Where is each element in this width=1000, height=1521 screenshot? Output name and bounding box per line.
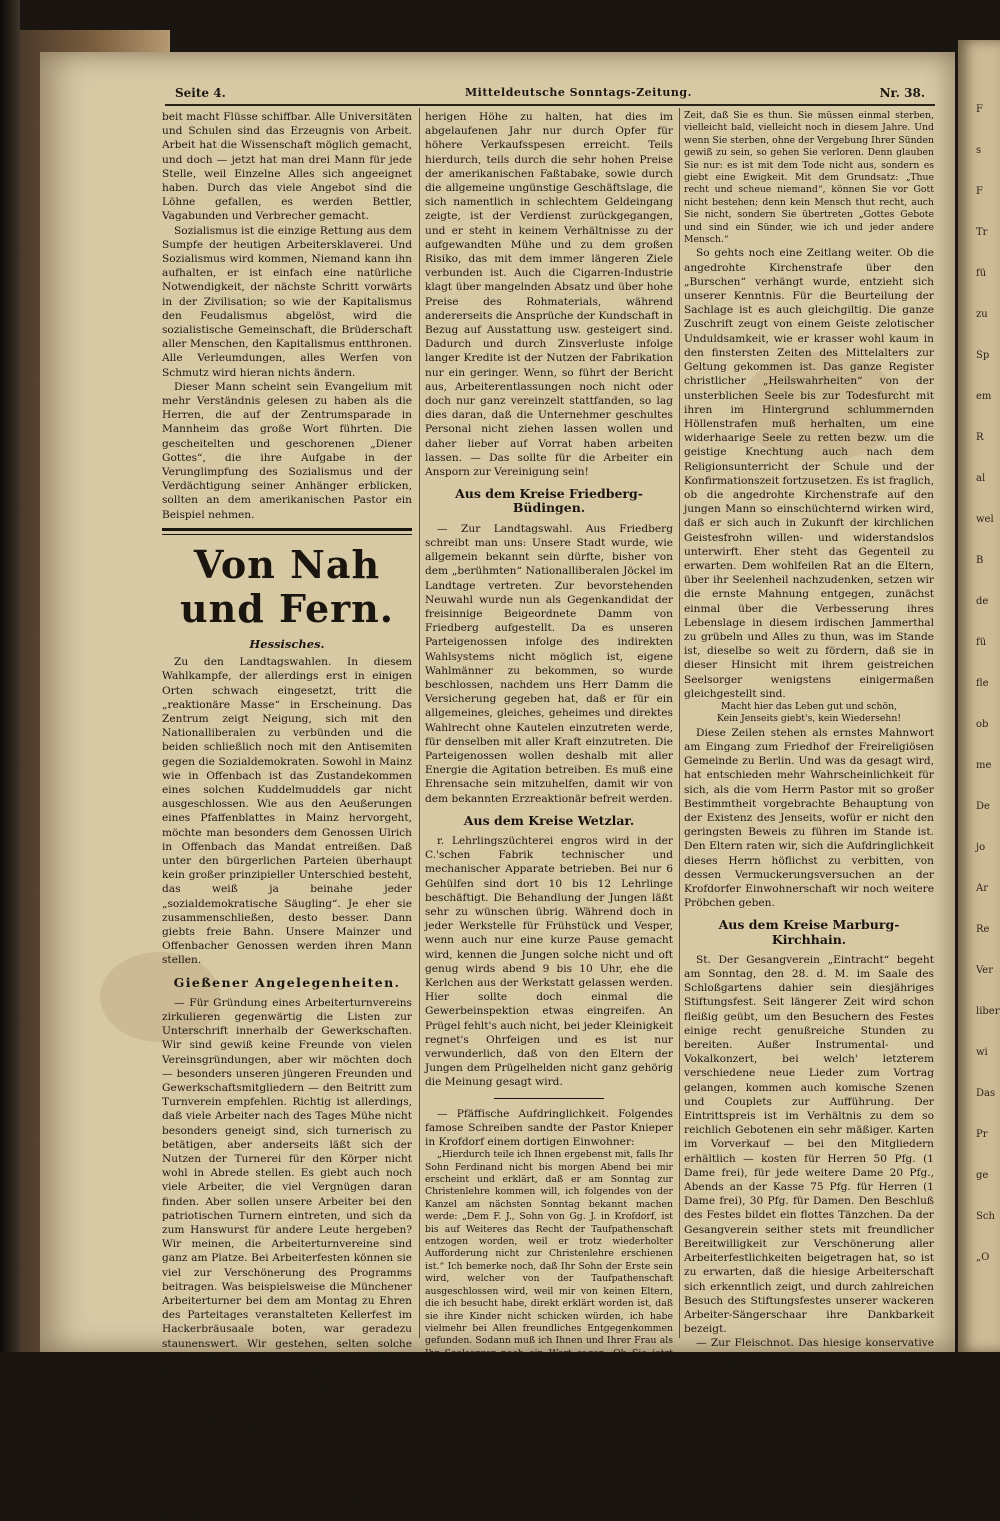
next-page-fragment: „O (976, 1252, 990, 1263)
next-page-fragment: liber (976, 1006, 1000, 1017)
next-page-fragment: Sp (976, 350, 990, 361)
column-3 (684, 110, 934, 1506)
section-rule (162, 528, 412, 531)
next-page-fragment: me (976, 760, 992, 771)
verse-line: Macht hier das Leben gut und schön, (720, 700, 898, 712)
article-paragraph: — Zur Landtagswahl. Aus Friedberg schreibt man uns: Unsere Stadt wurde, wie allgemein bekannt sein dürfte, bisher von dem „berühmten“ Nationalliberalen Jöckel im Landtage vertreten. Zur bevorstehenden Neuwahl wurde nun als Gegenkandidat der freisinnige Beigeordnete Damm von Friedberg aufgestellt. Da es unseren Parteigenossen infolge des indirekten Wahlsystems nicht möglich ist, eigene Wahlmänner zu bekommen, so wurde beschlossen, nachdem uns Herr Damm die Versicherung gegeben hat, daß er für ein allgemeines, gleiches, geheimes und direktes Wahlrecht ohne Kautelen einzutreten werde, für denselben mit aller Kraft einzutreten. Die Parteigenossen wollen deshalb mit aller Energie die Agitation betreiben. Es muß eine Ehrensache sein mitzuhelfen, damit wir von dem bekannten Erzreaktionär befreit werden. (425, 522, 673, 805)
next-page-fragment: em (976, 391, 992, 402)
article-separator (494, 1098, 604, 1099)
article-paragraph: Geschäftsflauheit in der Gießener Zigarren-Industrie. Der Bericht der Gießener Handelskammer sagt über die Zigarren-Industrie in Oberhessen: (162, 1422, 412, 1478)
article-paragraph: r. Lehrlingszüchterei engros wird in der C.'schen Fabrik technischer und mechanischer Apparate betrieben. Bei nur 6 Gehülfen sind dort 10 bis 12 Lehrlinge beschäftigt. Die Behandlung der Jungen läßt sehr zu wünschen übrig. Während doch in jeder Werkstelle für Frühstück und Vesper, wenn auch nur eine kurze Pause gemacht wird, kennen die Jungen solche nicht und oft genug wirds abend 9 bis 10 Uhr, ehe die Kerlchen aus der Werkstatt gelassen werden. Hier sollte doch einmal die Gewerbeinspektion etwas eingreifen. An Prügel fehlt's auch nicht, bei jeder Kleinigkeit regnet's Ohrfeigen und es ist nur verwunderlich, daß von den Eltern der Jungen dem Prügelhelden nicht ganz gehörig die Meinung gesagt wird. (425, 834, 673, 1089)
article-paragraph: So gehts noch eine Zeitlang weiter. Ob die angedrohte Kirchenstrafe über den „Burschen“ verhängt wurde, entzieht sich unserer Kenntnis. Für die Beurteilung der Sachlage ist es auch gleichgiltig. Die ganze Zuschrift zeugt von einem Geiste zelotischer Unduldsamkeit, wie er krasser wohl kaum in den finstersten Zeiten des Mittelalters zur Geltung gekommen ist. Das ganze Register christlicher „Heilswahrheiten“ von der unsterblichen Seele bis zur Todesfurcht mit ihren im Hintergrund schlummernden Höllenstrafen muß herhalten, um eine widerhaarige Seele zu retten bezw. um die geistige Knechtung auch nach dem Religionsunterricht der Schule und der Konfirmationszeit fortzusetzen. Es ist fraglich, ob die angedrohte Kirchenstrafe auf den jungen Mann so einschüchternd wirken wird, daß er sich auch in Zukunft der kirchlichen Geistesfrohn willen- und widerstandslos unterwirft. Eher steht das Gegenteil zu erwarten. Dem wohlfeilen Rat an die Eltern, über ihr Seelenheil nachzudenken, setzen wir die ernste Mahnung entgegen, zunächst einmal über die Verbesserung ihres Lebenslage in diesem irdischen Jammerthal zu grübeln und Alles zu thun, was im Stande ist, dieselbe so weit zu fördern, daß sie in dieser Hinsicht mit ihrem geistreichen Seelsorger wenigstens einigermaßen gleichgestellt sind. (684, 247, 934, 700)
region-heading: Hessisches. (249, 636, 325, 651)
next-page-fragment: F (976, 186, 983, 197)
next-page-fragment: F (976, 104, 983, 115)
next-page-fragment: Re (976, 924, 990, 935)
newspaper-title: Mitteldeutsche Sonntags-Zeitung. (465, 86, 692, 99)
next-page-fragment: Tr (976, 227, 988, 238)
column-divider (679, 108, 680, 1338)
article-paragraph: — Für Gründung eines Arbeiterturnvereins zirkulieren gegenwärtig die Listen zur Unterschrift innerhalb der Gewerkschaften. Wir sind gewiß keine Freunde von vielen Vereinsgründungen, aber wir möchten doch — besonders unseren jüngeren Freunden und Gewerkschaftsmitgliedern — den Beitritt zum Turnverein empfehlen. Richtig ist allerdings, daß viele Arbeiter nach des Tages Mühe nicht besonders geneigt sind, sich turnerisch zu betätigen, aber anderseits läßt sich der Nutzen der Turnerei für den Körper nicht wohl in Abrede stellen. Es giebt auch noch viele Arbeiter, die viel Vergnügen daran finden. Aber sollen unsere Arbeiter bei den patriotischen Turnern eintreten, und sich da zum Hanswurst für andere Leute hergeben? Wir meinen, die Arbeiterturnvereine sind ganz am Platze. Bei Arbeiterfesten können sie viel zur Verschönerung des Programms beitragen. Was beispielsweise die Münchener Arbeiterturner bei dem am Montag zu Ehren des Parteitages veranstalteten Kellerfest im Hackerbräusaale boten, war geradezu staunenswert. Wir gestehen, selten solche turnerischen Leistungen gesehen zu haben und die Tausende von Besuchern waren des Lobes voll. — Wer also Lust zum Turnen hat, zeichne sich auf die Liste für einen Arbeiterturnverein in Gießen ein! (162, 996, 412, 1421)
article-paragraph: Diese Zeilen stehen als ernstes Mahnwort am Eingang zum Friedhof der Freireligiösen Gemeinde zu Berlin. Und was da gesagt wird, hat entschieden mehr Wahrscheinlichkeit für sich, als die vom Herrn Pastor mit so großer Bestimmtheit vorgebrachte Behauptung von der Existenz des Jenseits, wofür er nicht den geringsten Beweis zu führen im Stande ist. Den Eltern raten wir, sich die Aufdringlichkeit dieses Herrn höflichst zu verbitten, von dessen Vermuckerungsversuchen an der Krofdorfer Einwohnerschaft wir noch weitere Pröbchen geben. (684, 726, 934, 910)
next-page-fragment: fle (976, 678, 989, 689)
next-page-fragment: zu (976, 309, 988, 320)
next-page-fragment: fü (976, 637, 987, 648)
article-paragraph: beit macht Flüsse schiffbar. Alle Universitäten und Schulen sind das Erzeugnis von Arbeit. Arbeit hat die Wissenschaft möglich gemacht, und doch — jetzt hat man drei Mann für jede Stelle, weil Einzelne Alles sich angeeignet haben. Durch das viele Angebot sind die Löhne gefallen, es werden Bettler, Vagabunden und Verbrecher gemacht. (162, 111, 412, 223)
next-page-fragment: R (976, 432, 984, 443)
column-2 (425, 110, 673, 1458)
page-header (175, 86, 925, 102)
page-number: Seite 4. (175, 86, 226, 100)
next-page-fragment: fü (976, 268, 987, 279)
book-binding (0, 0, 20, 1352)
article-paragraph: Zu den Landtagswahlen. In diesem Wahlkampfe, der allerdings erst in einigen Orten schwach eingesetzt, tritt die „reaktionäre Masse“ in Erscheinung. Das Zentrum zeigt Neigung, sich mit den Nationalliberalen zu verbünden und die beiden schließlich noch mit den Antisemiten gegen die Sozialdemokraten. Sowohl in Mainz wie in Offenbach ist das Zustandekommen eines solchen Kuddelmuddels gar nicht ausgeschlossen. Wie aus den Aeußerungen eines Pfaffenblattes in Mainz hervorgeht, möchte man besonders dem Genossen Ulrich in Offenbach das Mandat entreißen. Daß unter den bürgerlichen Parteien überhaupt kein großer prinzipieller Unterschied besteht, das weiß ja beinahe jeder „sozialdemokratische Säugling“. Je eher sie zusammenschließen, desto besser. Dann giebts freie Bahn. Unsere Mainzer und Offenbacher Genossen werden ihren Mann stellen. (162, 656, 412, 967)
verse-line: Kein Jenseits giebt's, kein Wiedersehn! (716, 713, 902, 725)
section-title: Von Nah und Fern. (179, 541, 394, 631)
next-page-fragment: Pr (976, 1129, 988, 1140)
next-page-fragment: de (976, 596, 989, 607)
next-page-fragment: De (976, 801, 990, 812)
article-paragraph: St. Der Gesangverein „Eintracht“ begeht am Sonntag, den 28. d. M. im Saale des Schloßgartens dahier sein diesjähriges Stiftungsfest. Seit längerer Zeit wird schon fleißig geübt, um den Besuchern des Festes einige recht genußreiche Stunden zu bereiten. Außer Instrumental- und Vokalkonzert, bei welch' letzterem verschiedene neue Lieder zum Vortrag gelangen, kommen auch komische Szenen und Couplets zur Aufführung. Der Eintrittspreis ist im Verhältnis zu dem so reichlich Gebotenen ein sehr mäßiger. Karten im Vorverkauf — bei den Mitgliedern erhältlich — kosten für Herren 50 Pfg. (1 Dame frei), für jede weitere Dame 20 Pfg., Abends an der Kasse 75 Pfg. für Herren (1 Dame frei), 30 Pfg. für Damen. Den Beschluß des Festes bildet ein flottes Tänzchen. Da der Gesangverein seither stets mit freundlicher Bereitwilligkeit zur Verschönerung aller Arbeiterfestlichkeiten beigetragen hat, so ist zu erwarten, daß die hiesige Arbeiterschaft sich erkenntlich zeigt, und durch zahlreichen Besuch des Stiftungsfestes unserer wackeren Arbeiter-Sängerschaar ihre Dankbarkeit bezeigt. (684, 953, 934, 1336)
column-divider (419, 108, 420, 1338)
next-page-fragment: al (976, 473, 986, 484)
region-heading: Aus dem Kreise Marburg-Kirchhain. (718, 917, 900, 947)
next-page-fragment: Ar (976, 883, 989, 894)
region-heading: Aus dem Kreise Friedberg-Büdingen. (455, 486, 643, 516)
next-page-fragment: Ver (976, 965, 994, 976)
next-page-fragment: ob (976, 719, 989, 730)
subsection-heading: Gießener Angelegenheiten. (173, 974, 401, 990)
article-paragraph: Dieser Mann scheint sein Evangelium mit mehr Verständnis gelesen zu haben als die Herren, die auf der Zentrumsparade in Mannheim das große Wort führten. Die gescheitelten und geschorenen „Diener Gottes“, die ihre Aufgabe in der Verunglimpfung des Sozialismus und der Verdächtigung seiner Anhänger erblicken, sollten an dem amerikanischen Pastor ein Beispiel nehmen. (162, 380, 412, 521)
article-paragraph: „Die Rauchtabakfabrikation, die schon seit Jahren einen recht schweren Kampf kämpfe, um nur einigermaßen den Umsatz auf der bis- (162, 1479, 412, 1521)
column-1 (162, 110, 412, 1521)
quoted-letter: „Hierdurch teile ich Ihnen ergebenst mit, falls Ihr Sohn Ferdinand nicht bis morgen Abend bei mir erscheint und erklärt, daß er am Sonntag zur Christenlehre kommen will, ich folgendes von der Kanzel am nächsten Sonntag bekannt machen werde: „Dem F. J., Sohn von Gg. J. in Krofdorf, ist bis auf Weiteres das Recht der Taufpathenschaft entzogen worden, weil er trotz wiederholter Aufforderung nicht zur Christenlehre erschienen ist.“ Ich bemerke noch, daß Ihr Sohn der Erste sein wird, welcher von der Taufpathenschaft ausgeschlossen wird, weil mir von keinen Eltern, die ich besucht habe, direkt erklärt worden ist, daß sie ihre Kinder nicht schicken würden, ich habe vielmehr bei Allen freundliches Entgegenkommen gefunden. Sodann muß ich Ihnen und Ihrer Frau als Ihr Seelsorger noch ein Wort sagen. Ob Sie jetzt dasselbe annehmen werden, bezweifle ich freilich, aber ich hoffe, daß Sie sich desselben doch noch einmal erinnern werden, wenn auch erst in der Stunde des Todes. Aus Ihrem Verhalten habe ich die Ueberzeugung gewonnen, daß Sie beide sich bis jetzt sehr wenig um Ihre unsterbliche Seele und die Ewigkeit gekümmert haben. Es wird deshalb die höchste (425, 1149, 673, 1458)
next-page-fragment: wi (976, 1047, 988, 1058)
next-page-fragment: Sch (976, 1211, 995, 1222)
article-paragraph: Sozialismus ist die einzige Rettung aus dem Sumpfe der heutigen Arbeitersklaverei. Und Sozialismus wird kommen, Niemand kann ihn aufhalten, er ist einfach eine natürliche Notwendigkeit, der nächste Schritt vorwärts in der Zivilisation; so wie der Kapitalismus den Feudalismus abgelöst, wird die sozialistische Gemeinschaft, die Brüderschaft aller Menschen, den Kapitalismus entthronen. Alle Verleumdungen, alles Werfen von Schmutz wird hieran nichts ändern. (162, 224, 412, 379)
quoted-letter: Zeit, daß Sie es thun. Sie müssen einmal sterben, vielleicht bald, vielleicht noch in diesem Jahre. Und wenn Sie sterben, ohne der Vergebung Ihrer Sünden gewiß zu sein, so gehen Sie verloren. Denn glauben Sie nur: es ist mit dem Tode nicht aus, sondern es giebt eine Ewigkeit. Mit dem Grundsatz: „Thue recht und scheue niemand“, können Sie vor Gott nicht bestehen; denn kein Mensch thut recht, auch Sie nicht, sondern Sie übertreten „Gottes Gebote und sind ein Sünder, wie ich und jeder andere Mensch.“ (684, 110, 934, 246)
next-page-fragment: s (976, 145, 982, 156)
header-rule (165, 104, 935, 106)
issue-number: Nr. 38. (879, 86, 925, 100)
region-heading: Aus dem Kreise Wetzlar. (463, 812, 635, 828)
next-page-fragment: jo (976, 842, 986, 853)
next-page-fragment: ge (976, 1170, 989, 1181)
article-paragraph: — Pfäffische Aufdringlichkeit. Folgendes famose Schreiben sandte der Pastor Knieper in Krofdorf einem dortigen Einwohner: (425, 1107, 673, 1149)
next-page-fragment: wel (976, 514, 994, 525)
next-page-fragment: B (976, 555, 984, 566)
section-rule (162, 534, 412, 535)
article-paragraph: herigen Höhe zu halten, hat dies im abgelaufenen Jahr nur durch Opfer für höhere Verkaufsspesen erreicht. Teils hierdurch, teils durch die sehr hohen Preise der amerikanischen Faßtabake, sowie durch die allgemeine ungünstige Geschäftslage, die sich namentlich in schlechtem Geldeingang zeigte, ist der Verdienst zurückgegangen, und er steht in keinem Verhältnisse zu der aufgewandten Mühe und zu dem großen Risiko, das mit dem immer längeren Ziele verbunden ist. Auch die Cigarren-Industrie klagt über mangelnden Absatz und über hohe Preise des Rohmaterials, während andererseits die Ansprüche der Kundschaft in Bezug auf Ausstattung usw. gesteigert sind. Dadurch und durch Zinsverluste infolge langer Kredite ist der Nutzen der Fabrikation nur ein geringer. Wenn, so führt der Bericht aus, Arbeiterentlassungen noch nicht oder doch nur ganz vereinzelt stattfanden, so lag dies daran, daß die Unternehmer geschultes Personal nicht ziehen lassen wollen und daher lieber auf Vorrat haben arbeiten lassen. — Das sollte für die Arbeiter ein Ansporn zur Vereinigung sein! (425, 111, 673, 479)
next-page-fragment: Das (976, 1088, 996, 1099)
article-paragraph: — Zur Fleischnot. Das hiesige konservative Bündlerblatt fährt fort, über den Ueberfluß an Schlachtvieh in Deutschland zu berichten, wovon in unserem Kreise allerdings nichts zu merken ist; im Gegenteil, ein hiesiger Metzgermeister teilte in einem „Eingesandt“ in der „Hess. Landesztg.“ mit, daß er einige Schlachtschweine von einem Gutsbesitzer in Borken bezogen habe, wobei ihn das Pfund Schlachtgewicht auf 73½ Pfg. komme, ohne die Betriebsunkosten. Er ist bereit, die Beweise hierfür (684, 1337, 934, 1506)
next-page-edge (958, 40, 1000, 1352)
